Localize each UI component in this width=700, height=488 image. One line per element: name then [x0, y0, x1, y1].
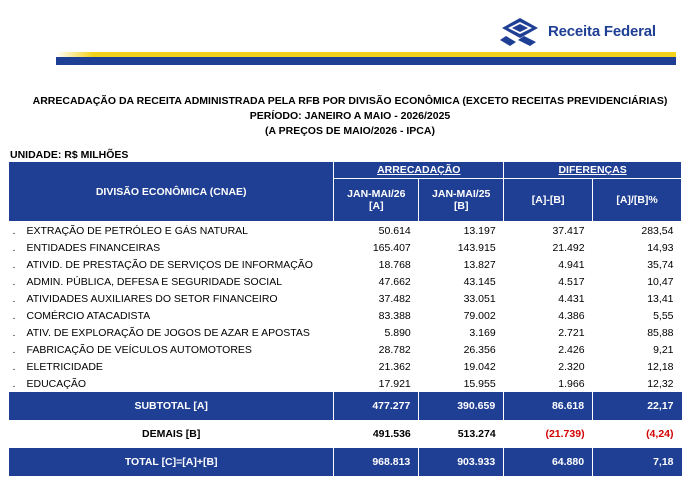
total-diff: 64.880 — [504, 448, 593, 476]
demais-row — [9, 420, 682, 448]
row-value-a: 18.768 — [378, 258, 411, 271]
demais-label: DEMAIS [B] — [142, 428, 201, 440]
demais-pct: (4,24) — [646, 428, 674, 440]
table-row — [9, 273, 682, 290]
row-bullet: . — [12, 258, 16, 271]
row-diff: 4.941 — [558, 258, 585, 271]
revenue-table — [8, 161, 682, 476]
row-value-a: 165.407 — [372, 241, 411, 254]
header-col-b: JAN-MAI/25 [B] — [419, 179, 504, 222]
table-row — [9, 307, 682, 324]
row-bullet: . — [12, 275, 16, 288]
row-diff: 1.966 — [558, 377, 585, 390]
table-row — [9, 375, 682, 392]
subtotal-label: SUBTOTAL [A] — [9, 392, 334, 420]
row-bullet: . — [12, 377, 16, 390]
row-division — [9, 256, 334, 273]
row-value-b: 19.042 — [463, 360, 496, 373]
row-bullet: . — [12, 360, 16, 373]
header-col-diff: [A]-[B] — [504, 179, 593, 222]
header-stripe-blue — [56, 57, 676, 65]
unit-label: UNIDADE: R$ MILHÕES — [10, 149, 129, 161]
demais-b: 513.274 — [457, 428, 496, 440]
row-pct: 10,47 — [647, 275, 674, 288]
row-value-b: 13.197 — [463, 224, 496, 237]
row-pct: 35,74 — [647, 258, 674, 271]
row-value-a: 28.782 — [378, 343, 411, 356]
row-pct: 5,55 — [653, 309, 674, 322]
row-value-a: 83.388 — [378, 309, 411, 322]
row-division — [9, 341, 334, 358]
row-division-label: ATIVIDADES AUXILIARES DO SETOR FINANCEIRO — [26, 292, 278, 305]
row-value-b: 26.356 — [463, 343, 496, 356]
header-col-pct: [A]/[B]% — [593, 179, 682, 222]
row-diff: 2.320 — [558, 360, 585, 373]
row-division-label: ENTIDADES FINANCEIRAS — [26, 241, 161, 254]
row-pct: 13,41 — [647, 292, 674, 305]
row-diff: 2.426 — [558, 343, 585, 356]
row-division — [9, 273, 334, 290]
header-group-arrecadacao: ARRECADAÇÃO — [334, 162, 504, 179]
row-division-label: ATIVID. DE PRESTAÇÃO DE SERVIÇOS DE INFORMAÇÃO — [26, 258, 313, 271]
row-pct: 85,88 — [647, 326, 674, 339]
row-pct: 12,32 — [647, 377, 674, 390]
row-diff: 4.431 — [558, 292, 585, 305]
row-value-a: 50.614 — [378, 224, 411, 237]
table-row — [9, 341, 682, 358]
total-label: TOTAL [C]=[A]+[B] — [9, 448, 334, 476]
row-division — [9, 375, 334, 392]
row-division — [9, 358, 334, 375]
row-division — [9, 239, 334, 256]
row-division — [9, 307, 334, 324]
row-value-a: 5.890 — [384, 326, 411, 339]
row-pct: 9,21 — [653, 343, 674, 356]
header-group-diferencas: DIFERENÇAS — [504, 162, 682, 179]
report-price-basis: (A PREÇOS DE MAIO/2026 - IPCA) — [265, 125, 435, 137]
row-division-label: ADMIN. PÚBLICA, DEFESA E SEGURIDADE SOCIAL — [26, 275, 283, 288]
row-division — [9, 290, 334, 307]
row-division-label: EDUCAÇÃO — [26, 377, 87, 390]
table-row — [9, 358, 682, 375]
table-row — [9, 256, 682, 273]
row-division-label: FABRICAÇÃO DE VEÍCULOS AUTOMOTORES — [26, 343, 252, 356]
report-period: PERÍODO: JANEIRO A MAIO - 2026/2025 — [249, 110, 451, 122]
row-value-b: 13.827 — [463, 258, 496, 271]
row-value-a: 37.482 — [378, 292, 411, 305]
row-value-a: 47.662 — [378, 275, 411, 288]
row-division-label: ATIV. DE EXPLORAÇÃO DE JOGOS DE AZAR E APOSTAS — [26, 326, 310, 339]
receita-federal-logo — [496, 14, 666, 48]
subtotal-diff: 86.618 — [504, 392, 593, 420]
row-value-b: 143.915 — [457, 241, 496, 254]
report-titles — [0, 94, 700, 139]
row-diff: 4.517 — [558, 275, 585, 288]
row-value-b: 3.169 — [469, 326, 496, 339]
table-row — [9, 324, 682, 341]
row-pct: 283,54 — [641, 224, 674, 237]
row-division-label: ELETRICIDADE — [26, 360, 103, 373]
row-value-b: 33.051 — [463, 292, 496, 305]
row-value-b: 15.955 — [463, 377, 496, 390]
subtotal-a: 477.277 — [334, 392, 419, 420]
row-bullet: . — [12, 326, 16, 339]
row-value-a: 17.921 — [378, 377, 411, 390]
demais-a: 491.536 — [372, 428, 411, 440]
row-division — [9, 222, 334, 240]
row-bullet: . — [12, 241, 16, 254]
logo-text: Receita Federal — [548, 22, 656, 40]
table-row — [9, 239, 682, 256]
subtotal-b: 390.659 — [419, 392, 504, 420]
row-division — [9, 324, 334, 341]
row-bullet: . — [12, 292, 16, 305]
row-value-a: 21.362 — [378, 360, 411, 373]
header-col-a: JAN-MAI/26 [A] — [334, 179, 419, 222]
table-row — [9, 222, 682, 240]
row-value-b: 43.145 — [463, 275, 496, 288]
page-header — [0, 0, 700, 70]
total-a: 968.813 — [334, 448, 419, 476]
row-bullet: . — [12, 309, 16, 322]
row-division-label: EXTRAÇÃO DE PETRÓLEO E GÁS NATURAL — [26, 224, 249, 237]
table-row — [9, 290, 682, 307]
row-value-b: 79.002 — [463, 309, 496, 322]
row-diff: 2.721 — [558, 326, 585, 339]
header-division: DIVISÃO ECONÔMICA (CNAE) — [9, 162, 334, 222]
row-pct: 12,18 — [647, 360, 674, 373]
total-row — [9, 448, 682, 476]
row-bullet: . — [12, 224, 16, 237]
demais-diff: (21.739) — [545, 428, 585, 440]
total-b: 903.933 — [419, 448, 504, 476]
subtotal-row — [9, 392, 682, 420]
receita-logo-icon — [496, 14, 544, 48]
row-diff: 21.492 — [552, 241, 585, 254]
report-title: ARRECADAÇÃO DA RECEITA ADMINISTRADA PELA RFB POR DIVISÃO ECONÔMICA (EXCETO RECEITAS PREVIDENCIÁRIAS) — [32, 95, 668, 107]
row-division-label: COMÉRCIO ATACADISTA — [26, 309, 151, 322]
row-bullet: . — [12, 343, 16, 356]
row-pct: 14,93 — [647, 241, 674, 254]
row-diff: 4.386 — [558, 309, 585, 322]
subtotal-pct: 22,17 — [593, 392, 682, 420]
row-diff: 37.417 — [552, 224, 585, 237]
total-pct: 7,18 — [593, 448, 682, 476]
